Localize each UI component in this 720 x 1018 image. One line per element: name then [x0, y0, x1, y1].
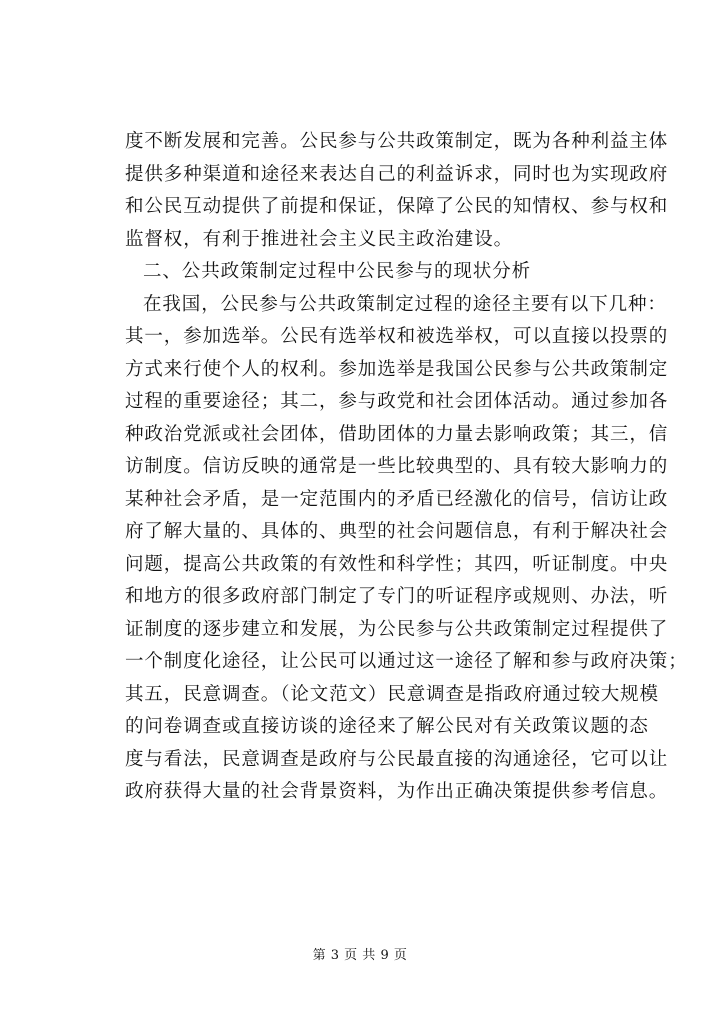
text-line: 访制度。信访反映的通常是一些比较典型的、具有较大影响力的 — [125, 456, 669, 477]
text-line: 提供多种渠道和途径来表达自己的利益诉求，同时也为实现政府 — [125, 163, 669, 185]
text-line: 政府获得大量的社会背景资料，为作出正确决策提供参考信息。 — [125, 781, 669, 802]
body-text — [125, 126, 688, 809]
text-line: 种政治党派或社会团体，借助团体的力量去影响政策；其三，信 — [125, 423, 669, 445]
text-line: 和公民互动提供了前提和保证，保障了公民的知情权、参与权和 — [125, 196, 669, 217]
text-line: 其一，参加选举。公民有选举权和被选举权，可以直接以投票的 — [125, 326, 669, 347]
text-line: 度与看法，民意调查是政府与公民最直接的沟通途径，它可以让 — [125, 748, 669, 770]
text-line: 过程的重要途径；其二，参与政党和社会团体活动。通过参加各 — [125, 391, 669, 412]
text-line: 其五，民意调查。（论文范文）民意调查是指政府通过较大规模 — [125, 683, 659, 705]
text-line: 某种社会矛盾，是一定范围内的矛盾已经激化的信号，信访让政 — [125, 488, 669, 510]
text-line: 方式来行使个人的权利。参加选举是我国公民参与公共政策制定 — [125, 358, 669, 380]
page-number: 第 3 页 共 9 页 — [312, 948, 408, 963]
text-line: 监督权，有利于推进社会主义民主政治建设。 — [125, 228, 514, 250]
section-heading: 二、公共政策制定过程中公民参与的现状分析 — [143, 261, 532, 282]
text-line: 证制度的逐步建立和发展，为公民参与公共政策制定过程提供了 — [125, 618, 669, 640]
text-line: 一个制度化途径，让公民可以通过这一途径了解和参与政府决策； — [125, 651, 688, 672]
text-line: 的问卷调查或直接访谈的途径来了解公民对有关政策议题的态 — [125, 716, 649, 737]
text-line: 府了解大量的、具体的、典型的社会问题信息，有利于解决社会 — [125, 521, 669, 542]
text-line: 问题，提高公共政策的有效性和科学性；其四，听证制度。中央 — [125, 553, 669, 575]
text-line: 在我国，公民参与公共政策制定过程的途径主要有以下几种： — [143, 293, 667, 315]
text-line: 度不断发展和完善。公民参与公共政策制定，既为各种利益主体 — [125, 131, 669, 152]
text-line: 和地方的很多政府部门制定了专门的听证程序或规则、办法，听 — [125, 586, 669, 607]
